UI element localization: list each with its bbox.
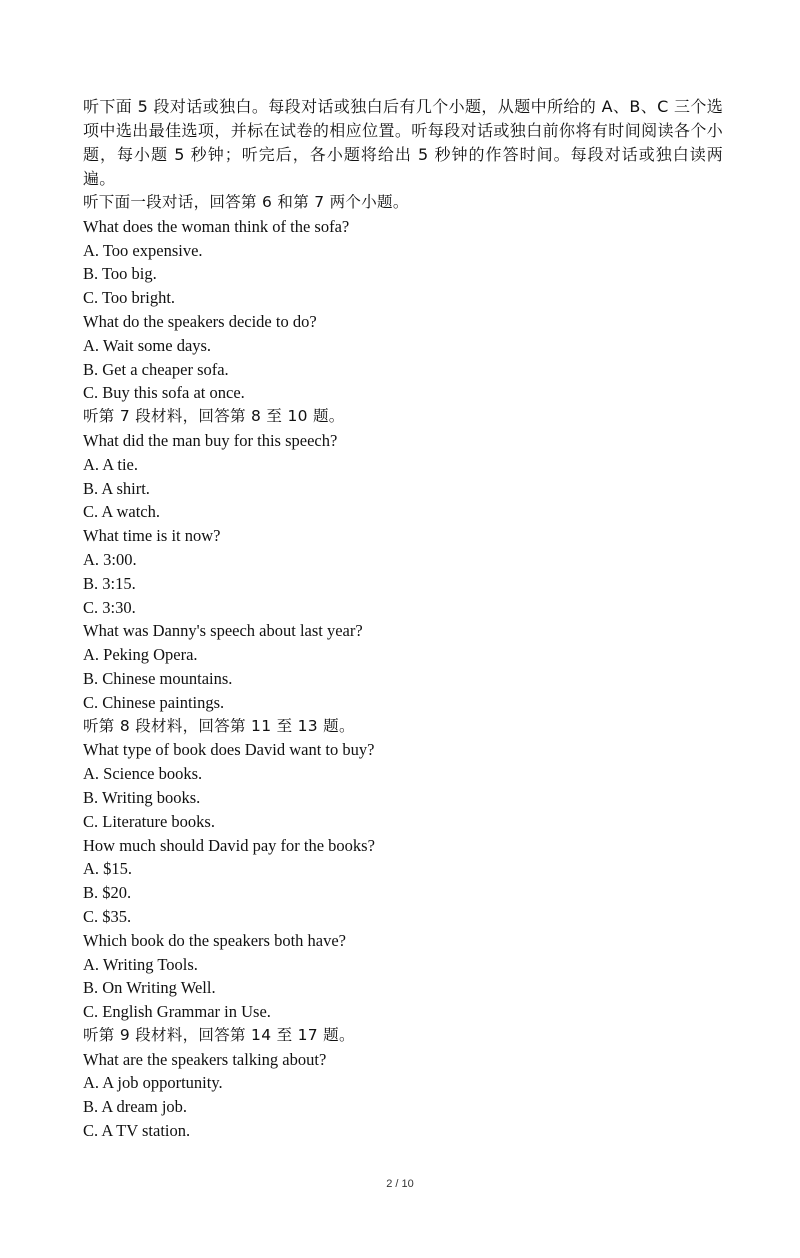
answer-option: A. 3:00. — [83, 549, 137, 569]
section-heading: 听第 9 段材料，回答第 14 至 17 题。 — [83, 1025, 355, 1044]
question-text: How much should David pay for the books? — [83, 835, 375, 855]
answer-option: A. Wait some days. — [83, 335, 212, 355]
section-heading: 听第 8 段材料，回答第 11 至 13 题。 — [83, 716, 355, 735]
answer-option: B. $20. — [83, 883, 132, 903]
section-heading: 听第 7 段材料，回答第 8 至 10 题。 — [83, 407, 345, 426]
answer-option: B. Get a cheaper sofa. — [83, 359, 229, 379]
section-heading: 听下面一段对话，回答第 6 和第 7 两个小题。 — [83, 193, 409, 211]
answer-option: A. Peking Opera. — [83, 645, 198, 665]
section-instructions: 听下面 5 段对话或独白。每段对话或独白后有几个小题，从题中所给的 A、B、C 三个选项中选出最佳选项，并标在试卷的相应位置。听每段对话或独白前你将有时间阅读各个小题，每小题 5 秒钟；听完后，各小题将给出 5 秒钟的作答时间。每段对话或独白读两遍。 — [83, 97, 723, 188]
answer-option: C. Too bright. — [83, 288, 176, 308]
question-text: What type of book does David want to buy? — [83, 740, 375, 760]
answer-option: B. A shirt. — [83, 478, 150, 498]
answer-option: A. A job opportunity. — [83, 1073, 223, 1093]
answer-option: B. 3:15. — [83, 573, 136, 593]
question-text: Which book do the speakers both have? — [83, 930, 347, 950]
answer-option: C. A watch. — [83, 502, 160, 522]
answer-option: A. $15. — [83, 859, 133, 879]
question-text: What do the speakers decide to do? — [83, 311, 317, 331]
page-number: 2 / 10 — [386, 1178, 414, 1190]
answer-option: B. Too big. — [83, 264, 157, 284]
answer-option: B. Writing books. — [83, 787, 201, 807]
answer-option: B. A dream job. — [83, 1097, 188, 1117]
question-text: What did the man buy for this speech? — [83, 430, 338, 450]
question-text: What was Danny's speech about last year? — [83, 621, 363, 641]
question-list — [83, 191, 723, 1143]
answer-option: B. Chinese mountains. — [83, 668, 233, 688]
answer-option: C. Buy this sofa at once. — [83, 383, 245, 403]
answer-option: A. A tie. — [83, 454, 139, 474]
question-text: What does the woman think of the sofa? — [83, 216, 350, 236]
answer-option: C. English Grammar in Use. — [83, 1002, 271, 1022]
answer-option: C. A TV station. — [83, 1121, 191, 1141]
question-text: What time is it now? — [83, 526, 221, 546]
answer-option: B. On Writing Well. — [83, 978, 216, 998]
answer-option: C. $35. — [83, 906, 132, 926]
answer-option: C. 3:30. — [83, 597, 136, 617]
answer-option: A. Too expensive. — [83, 240, 203, 260]
answer-option: A. Science books. — [83, 764, 203, 784]
answer-option: C. Literature books. — [83, 811, 215, 831]
question-text: What are the speakers talking about? — [83, 1049, 327, 1069]
answer-option: C. Chinese paintings. — [83, 692, 225, 712]
answer-option: A. Writing Tools. — [83, 954, 198, 974]
